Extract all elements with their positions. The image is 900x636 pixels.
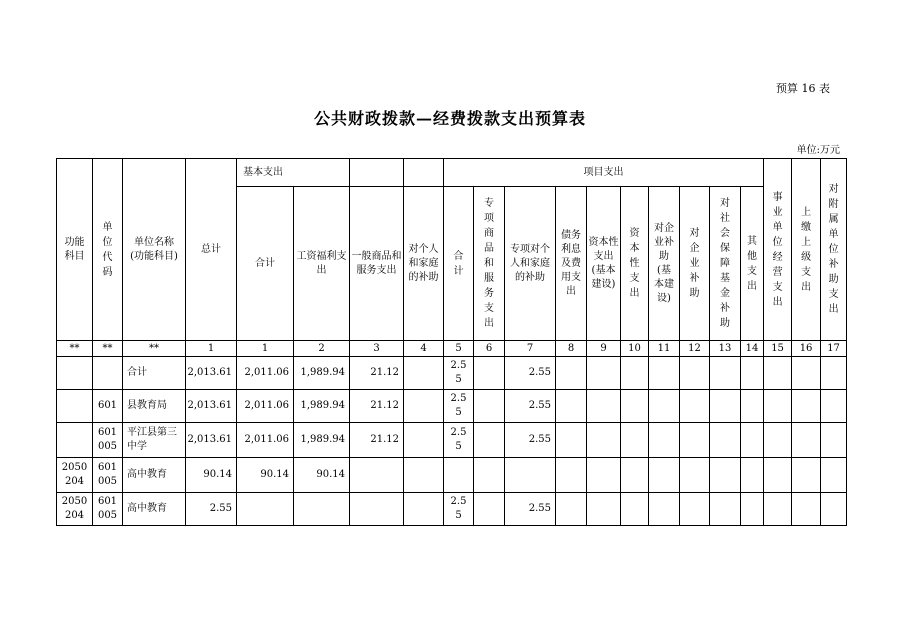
- cell-empty: [587, 357, 621, 390]
- cell-empty: [710, 423, 741, 458]
- header-capital-basic: 资本性支出(基本建设): [587, 187, 621, 341]
- header-inst-operating: 事业单位经营支出: [764, 159, 792, 341]
- cell-empty: [680, 390, 710, 423]
- cell-func: [57, 390, 93, 423]
- cell-goods: 21.12: [350, 423, 404, 458]
- cell-proj-goods: [474, 458, 505, 493]
- index-cell: 4: [404, 341, 444, 357]
- index-cell: **: [93, 341, 123, 357]
- cell-empty: [821, 423, 847, 458]
- index-cell: 5: [444, 341, 474, 357]
- header-project-group: 项目支出: [444, 159, 764, 187]
- cell-basic-total: 90.14: [237, 458, 294, 493]
- index-cell: 8: [556, 341, 587, 357]
- cell-proj-goods: [474, 493, 505, 526]
- index-cell: 10: [621, 341, 649, 357]
- cell-func: 2050204: [57, 493, 93, 526]
- cell-empty: [710, 458, 741, 493]
- header-personal-subsidy: 对个人和家庭的补助: [404, 187, 444, 341]
- index-cell: 15: [764, 341, 792, 357]
- cell-wages: 1,989.94: [294, 390, 350, 423]
- cell-name: 高中教育: [123, 458, 186, 493]
- cell-empty: [587, 458, 621, 493]
- cell-empty: [649, 357, 680, 390]
- header-social-security: 对社会保障基金补助: [710, 187, 741, 341]
- cell-goods: 21.12: [350, 357, 404, 390]
- cell-empty: [680, 493, 710, 526]
- header-wages: 工资福利支出: [294, 187, 350, 341]
- cell-empty: [741, 493, 764, 526]
- cell-proj-total: 2.55: [444, 423, 474, 458]
- header-basic-total: 合计: [237, 187, 294, 341]
- cell-empty: [764, 493, 792, 526]
- index-cell: 12: [680, 341, 710, 357]
- header-upper-payment: 上缴上级支出: [792, 159, 821, 341]
- cell-name: 合计: [123, 357, 186, 390]
- index-cell: 17: [821, 341, 847, 357]
- cell-proj-goods: [474, 357, 505, 390]
- index-cell: 11: [649, 341, 680, 357]
- header-affiliated-subsidy: 对附属单位补助支出: [821, 159, 847, 341]
- cell-personal: [404, 357, 444, 390]
- cell-proj-goods: [474, 390, 505, 423]
- page-title: 公共财政拨款—经费拨款支出预算表: [313, 109, 586, 128]
- cell-wages: [294, 493, 350, 526]
- cell-empty: [587, 423, 621, 458]
- cell-total: 90.14: [186, 458, 237, 493]
- cell-goods: 21.12: [350, 390, 404, 423]
- header-blank: [350, 159, 404, 187]
- index-cell: 1: [186, 341, 237, 357]
- header-blank: [404, 159, 444, 187]
- cell-personal: [404, 493, 444, 526]
- budget-table: [56, 158, 847, 526]
- cell-empty: [649, 458, 680, 493]
- header-total: 总计: [186, 159, 237, 341]
- cell-empty: [556, 357, 587, 390]
- cell-empty: [556, 390, 587, 423]
- cell-wages: 1,989.94: [294, 357, 350, 390]
- header-proj-total: 合计: [444, 187, 474, 341]
- cell-empty: [792, 458, 821, 493]
- cell-proj-total: 2.55: [444, 390, 474, 423]
- index-row: [57, 341, 847, 357]
- cell-empty: [621, 390, 649, 423]
- header-capital: 资本性支出: [621, 187, 649, 341]
- cell-empty: [649, 493, 680, 526]
- cell-proj-total: 2.55: [444, 357, 474, 390]
- index-cell: 2: [294, 341, 350, 357]
- cell-proj-personal: 2.55: [505, 423, 556, 458]
- index-cell: **: [123, 341, 186, 357]
- cell-proj-goods: [474, 423, 505, 458]
- cell-empty: [649, 423, 680, 458]
- index-cell: 16: [792, 341, 821, 357]
- cell-name: 高中教育: [123, 493, 186, 526]
- table-row: [57, 458, 847, 493]
- cell-empty: [741, 423, 764, 458]
- cell-empty: [792, 390, 821, 423]
- cell-empty: [764, 390, 792, 423]
- cell-empty: [621, 423, 649, 458]
- cell-personal: [404, 390, 444, 423]
- cell-empty: [764, 423, 792, 458]
- cell-empty: [764, 357, 792, 390]
- cell-personal: [404, 423, 444, 458]
- header-debt-interest: 债务利息及费用支出: [556, 187, 587, 341]
- table-number: 预算 16 表: [776, 82, 830, 95]
- cell-empty: [621, 357, 649, 390]
- cell-code: 601: [93, 390, 123, 423]
- index-cell: 3: [350, 341, 404, 357]
- cell-empty: [741, 458, 764, 493]
- cell-wages: 1,989.94: [294, 423, 350, 458]
- cell-total: 2,013.61: [186, 390, 237, 423]
- cell-empty: [587, 390, 621, 423]
- cell-personal: [404, 458, 444, 493]
- cell-empty: [680, 423, 710, 458]
- header-enterprise-basic: 对企业补助(基本建设): [649, 187, 680, 341]
- cell-empty: [710, 357, 741, 390]
- header-other: 其他支出: [741, 187, 764, 341]
- table-row: [57, 357, 847, 390]
- cell-empty: [680, 357, 710, 390]
- header-unit-name: 单位名称 (功能科目): [123, 159, 186, 341]
- cell-total: 2.55: [186, 493, 237, 526]
- unit-label: 单位:万元: [796, 145, 840, 156]
- header-basic-group: 基本支出: [237, 159, 350, 187]
- cell-wages: 90.14: [294, 458, 350, 493]
- cell-basic-total: 2,011.06: [237, 390, 294, 423]
- cell-empty: [621, 458, 649, 493]
- cell-basic-total: 2,011.06: [237, 357, 294, 390]
- index-cell: 6: [474, 341, 505, 357]
- cell-basic-total: [237, 493, 294, 526]
- cell-empty: [587, 493, 621, 526]
- cell-empty: [821, 493, 847, 526]
- cell-total: 2,013.61: [186, 423, 237, 458]
- cell-proj-total: [444, 458, 474, 493]
- header-func-subject: 功能科目: [57, 159, 93, 341]
- index-cell: 13: [710, 341, 741, 357]
- cell-func: [57, 423, 93, 458]
- cell-empty: [821, 357, 847, 390]
- table-row: [57, 493, 847, 526]
- cell-total: 2,013.61: [186, 357, 237, 390]
- cell-empty: [764, 458, 792, 493]
- cell-goods: [350, 493, 404, 526]
- cell-empty: [710, 390, 741, 423]
- cell-empty: [821, 390, 847, 423]
- cell-empty: [741, 357, 764, 390]
- cell-empty: [649, 390, 680, 423]
- cell-empty: [556, 458, 587, 493]
- table-row: [57, 423, 847, 458]
- cell-empty: [710, 493, 741, 526]
- index-cell: 7: [505, 341, 556, 357]
- header-proj-goods: 专项商品和服务支出: [474, 187, 505, 341]
- cell-empty: [556, 423, 587, 458]
- cell-code: [93, 357, 123, 390]
- cell-name: 县教育局: [123, 390, 186, 423]
- cell-empty: [792, 423, 821, 458]
- header-goods-services: 一般商品和服务支出: [350, 187, 404, 341]
- cell-empty: [821, 458, 847, 493]
- cell-empty: [741, 390, 764, 423]
- index-cell: 9: [587, 341, 621, 357]
- header-proj-personal: 专项对个人和家庭的补助: [505, 187, 556, 341]
- cell-basic-total: 2,011.06: [237, 423, 294, 458]
- cell-goods: [350, 458, 404, 493]
- index-cell: 1: [237, 341, 294, 357]
- cell-empty: [792, 357, 821, 390]
- cell-empty: [792, 493, 821, 526]
- index-cell: 14: [741, 341, 764, 357]
- cell-proj-personal: 2.55: [505, 493, 556, 526]
- index-cell: **: [57, 341, 93, 357]
- cell-empty: [556, 493, 587, 526]
- cell-code: 601005: [93, 423, 123, 458]
- cell-empty: [621, 493, 649, 526]
- cell-name: 平江县第三中学: [123, 423, 186, 458]
- header-enterprise: 对企业补助: [680, 187, 710, 341]
- header-unit-code: 单位代码: [93, 159, 123, 341]
- cell-func: 2050204: [57, 458, 93, 493]
- cell-empty: [680, 458, 710, 493]
- cell-code: 601005: [93, 493, 123, 526]
- cell-proj-total: 2.55: [444, 493, 474, 526]
- table-row: [57, 390, 847, 423]
- cell-code: 601005: [93, 458, 123, 493]
- cell-proj-personal: 2.55: [505, 357, 556, 390]
- cell-func: [57, 357, 93, 390]
- cell-proj-personal: [505, 458, 556, 493]
- cell-proj-personal: 2.55: [505, 390, 556, 423]
